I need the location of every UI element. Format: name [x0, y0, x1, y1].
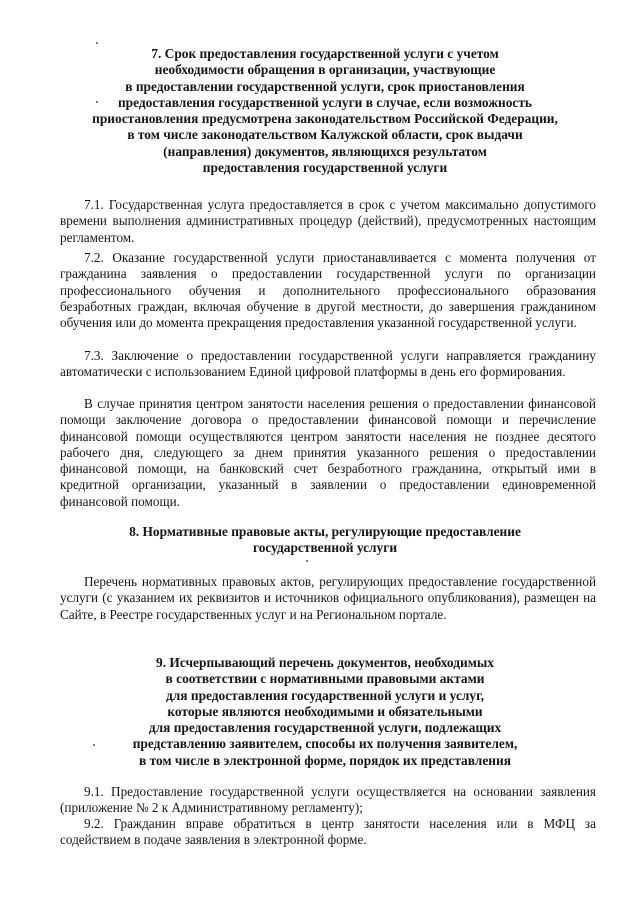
heading-line: которые являются необходимыми и обязательными [167, 703, 483, 719]
scan-mark [96, 42, 98, 44]
paragraph-7-3: 7.3. Заключение о предоставлении государственной услуги направляется гражданину автоматически с использованием Единой цифровой платформы в день его формирования. [60, 348, 596, 380]
heading-line: для предоставления государственной услуги, подлежащих [148, 720, 502, 736]
paragraph-7-2: 7.2. Оказание государственной услуги приостанавливается с момента получения от гражданина заявления о предоставлении государственной услуги по организации профессионального обучения и дополнительного профессионального образования безработных граждан, включая обучение в другой местности, до завершения гражданином обучения или до момента прекращения предоставления указанной государственной услуги. [60, 250, 596, 331]
heading-line: в том числе в электронной форме, порядок их представления [139, 752, 511, 768]
paragraph-9-1: 9.1. Предоставление государственной услуги осуществляется на основании заявления (приложение № 2 к Административному регламенту); [60, 784, 596, 816]
heading-line: необходимости обращения в организации, участвующие [154, 62, 496, 78]
heading-line: приостановления предусмотрена законодательством Российской Федерации, [92, 111, 558, 127]
scan-mark [306, 560, 308, 562]
heading-line: в том числе законодательством Калужской области, срок выдачи [127, 127, 523, 143]
paragraph-7-1: 7.1. Государственная услуга предоставляется в срок с учетом максимально допустимого времени выполнения административных процедур (действий), предусмотренных настоящим регламентом. [60, 197, 596, 245]
section-9-heading [60, 655, 590, 769]
paragraph-7-3-continuation: В случае принятия центром занятости населения решения о предоставлении финансовой помощи заключение договора о предоставлении финансовой помощи и перечисление финансовой помощи осуществляются центром занятости населения не позднее десятого рабочего дня, следующего за днем принятия указанного решения о предоставлении финансовой помощи, на банковский счет безработного гражданина, открытый ими в кредитной организации, указанный в заявлении о предоставлении единовременной финансовой помощи. [60, 396, 596, 509]
section-7-heading [60, 46, 590, 176]
heading-line: 7. Срок предоставления государственной услуги с учетом [151, 46, 499, 61]
section-8-heading [60, 524, 590, 557]
heading-line: предоставления государственной услуги [202, 160, 448, 176]
paragraph-9-2: 9.2. Гражданин вправе обратиться в центр занятости населения или в МФЦ за содействием в подаче заявления в электронной форме. [60, 816, 596, 848]
heading-line: в предоставлении государственной услуги, срок приостановления [125, 78, 525, 94]
heading-line: 9. Исчерпывающий перечень документов, необходимых [156, 655, 494, 670]
heading-line: для предоставления государственной услуги и услуг, [165, 687, 485, 703]
heading-line: представлению заявителем, способы их получения заявителем, [132, 736, 518, 752]
heading-line: в соответствии с нормативными правовыми актами [165, 671, 485, 687]
heading-line: 8. Нормативные правовые акты, регулирующие предоставление [129, 524, 521, 539]
paragraph-8: Перечень нормативных правовых актов, регулирующих предоставление государственной услуги (с указанием их реквизитов и источников официального опубликования), размещен на Сайте, в Реестре государственных услуг и на Региональном портале. [60, 574, 596, 622]
heading-line: (направления) документов, являющихся результатом [163, 143, 487, 159]
heading-line: предоставления государственной услуги в случае, если возможность [117, 94, 533, 110]
heading-line: государственной услуги [252, 540, 398, 556]
